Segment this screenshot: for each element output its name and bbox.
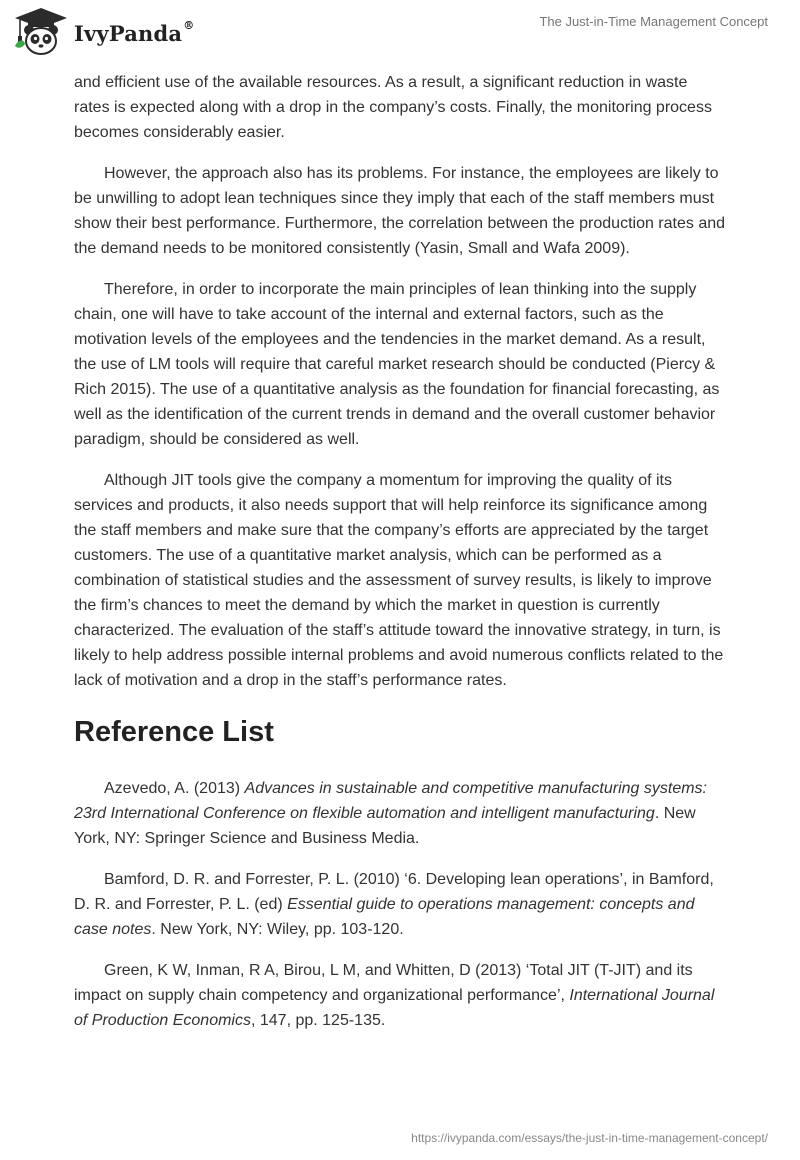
reference-item [74,776,726,851]
reference-item [74,867,726,942]
ivypanda-logo[interactable] [12,6,194,58]
body-paragraph: Although JIT tools give the company a momentum for improving the quality of its services and products, it also needs support that will help reinforce its significance among the staff members and make sure that the company’s efforts are appreciated by the target customers. The use of a quantitative market analysis, which can be performed as a combination of statistical studies and the assessment of survey results, is likely to improve the firm’s chances to meet the demand by which the market in question is currently characterized. The evaluation of the staff’s attitude toward the innovative strategy, in turn, is likely to help address possible internal problems and avoid numerous conflicts related to the lack of motivation and a drop in the staff’s performance rates. [74,472,724,689]
reference-publisher: . New York, NY: Wiley, pp. 103-120. [151,921,404,938]
reference-list-heading: Reference List [74,716,274,748]
reference-item [74,958,726,1033]
reference-authors: Green, K W, Inman, R A, Birou, L M, and Whitten, D (2013) ‘Total JIT (T-JIT) and its impact on supply chain competency and organizational performance’, [74,962,693,1004]
body-paragraph: However, the approach also has its problems. For instance, the employees are likely to be unwilling to adopt lean techniques since they imply that each of the staff members must show their best performance. Furthermore, the correlation between the production rates and the demand needs to be monitored consistently (Yasin, Small and Wafa 2009). [74,165,726,257]
reference-authors: Azevedo, A. (2013) [104,780,245,797]
brand-name: IvyPanda® [74,18,195,46]
page-header [0,0,800,70]
source-url[interactable]: https://ivypanda.com/essays/the-just-in-time-management-concept/ [411,1131,768,1145]
reference-title: Advances in sustainable and competitive manufacturing systems: 23rd International Conference on flexible automation and intelligent manufacturing [74,780,707,822]
reference-title: International Journal of Production Economics [74,987,715,1029]
document-title: The Just-in-Time Management Concept [539,14,768,29]
body-paragraph: and efficient use of the available resources. As a result, a significant reduction in waste rates is expected along with a drop in the company’s costs. Finally, the monitoring process becomes considerably easier. [74,74,712,141]
reference-publisher: , 147, pp. 125-135. [250,1012,386,1029]
reference-publisher: . New York, NY: Springer Science and Business Media. [74,805,696,847]
panda-graduate-icon [12,6,70,58]
body-paragraph: Therefore, in order to incorporate the main principles of lean thinking into the supply chain, one will have to take account of the internal and external factors, such as the motivation levels of the employees and the tendencies in the market demand. As a result, the use of LM tools will require that careful market research should be conducted (Piercy & Rich 2015). The use of a quantitative analysis as the foundation for financial forecasting, as well as the identification of the current trends in demand and the overall customer behavior paradigm, should be considered as well. [74,281,720,448]
reference-authors: Bamford, D. R. and Forrester, P. L. (2010) ‘6. Developing lean operations’, in Bamford, D. R. and Forrester, P. L. (ed) [74,871,714,913]
essay-content [74,70,726,1049]
reference-title: Essential guide to operations management: concepts and case notes [74,896,695,938]
